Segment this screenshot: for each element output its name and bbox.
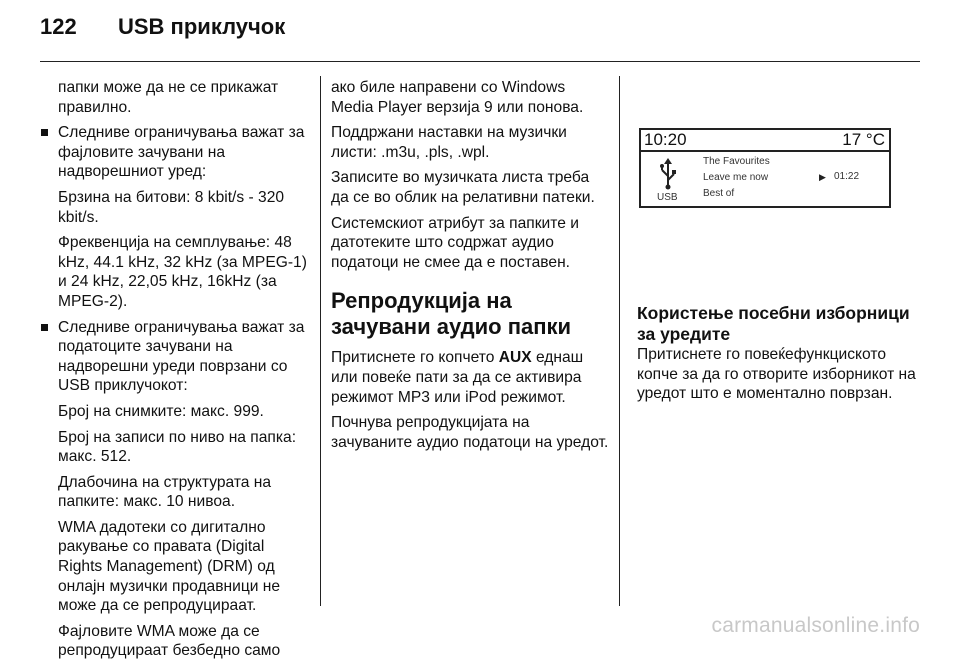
- bullet-text: Следниве ограничувања важат за фајловите зачувани на надворешниот уред:: [58, 124, 305, 181]
- aux-key-label: AUX: [498, 349, 532, 367]
- column-2: [331, 78, 611, 458]
- paragraph: Почнува репродукцијата на зачуваните аудио податоци на уредот.: [331, 414, 609, 451]
- sub-item: Број на снимките: макс. 999.: [58, 402, 264, 420]
- sub-item: WMA дадотеки со дигитално ракување со правата (Digital Rights Management) (DRM) од онлајн музички продавници не може да се репродуцираат.: [58, 518, 281, 615]
- track-item: The Favourites: [703, 156, 770, 167]
- intro-text: папки може да не се прикажат правилно.: [58, 79, 279, 116]
- temperature: 17 °C: [842, 130, 885, 149]
- header-rule: [40, 61, 920, 62]
- paragraph: Поддржани наставки на музички листи: .m3u, .pls, .wpl.: [331, 124, 567, 161]
- display-screen: [639, 128, 891, 208]
- bullet-text: Следниве ограничувања важат за податоците зачувани на надворешни уреди поврзани со USB приклучокот:: [58, 318, 305, 395]
- radio-display-illustration: [625, 76, 900, 288]
- paragraph: [331, 348, 611, 407]
- watermark: carmanualsonline.info: [711, 614, 920, 637]
- track-list: [703, 154, 770, 202]
- clock: 10:20: [644, 130, 687, 149]
- elapsed-time: 01:22: [834, 171, 860, 182]
- column-3: [637, 303, 927, 410]
- sub-item: Длабочина на структурата на папките: макс. 10 нивоа.: [58, 473, 272, 511]
- display-status-bar: [641, 130, 889, 152]
- column-divider-2: [619, 76, 620, 606]
- paragraph: ако биле направени со Windows Media Player верзија 9 или понова.: [331, 79, 584, 116]
- column-1: [40, 78, 310, 667]
- play-icon: ▶: [819, 172, 826, 182]
- column-divider-1: [320, 76, 321, 606]
- bullet-item: [40, 318, 310, 662]
- page-number: 122: [40, 14, 77, 39]
- usb-icon: [659, 158, 677, 190]
- paragraph: Системскиот атрибут за папките и датотеките што содржат аудио податоци не смее да е поставен.: [331, 214, 579, 271]
- track-item: Best of: [703, 188, 735, 199]
- track-item: Leave me now: [703, 172, 769, 183]
- sub-item: Брзина на битови: 8 kbit/s - 320 kbit/s.: [58, 188, 285, 226]
- sub-item: Фреквенција на семплување: 48 kHz, 44.1 kHz, 32 kHz (за MPEG-1) и 24 kHz, 22,05 kHz, 16kHz (за MPEG-2).: [58, 234, 307, 310]
- sub-item: Број на записи по ниво на папка: макс. 512.: [58, 428, 297, 466]
- paragraph-suffix: еднаш или повеќе пати за да се активира режимот MP3 или iPod режимот.: [331, 349, 584, 406]
- usb-source-label: USB: [657, 192, 678, 203]
- section-heading: Репродукција на зачувани аудио папки: [331, 288, 572, 340]
- sub-item: Фајловите WMA може да се репродуцираат безбедно само: [58, 622, 281, 660]
- page-header: [40, 14, 285, 40]
- paragraph: Притиснете го повеќефункциското копче за да го отворите изборникот на уредот што е моментално поврзан.: [637, 346, 916, 403]
- paragraph: Записите во музичката листа треба да се во облик на релативни патеки.: [331, 169, 595, 206]
- paragraph-prefix: Притиснете го копчето: [331, 349, 499, 367]
- section-heading: Користење посебни изборници за уредите: [637, 303, 910, 344]
- page-title: USB приклучок: [118, 14, 286, 39]
- bullet-item: [40, 123, 310, 311]
